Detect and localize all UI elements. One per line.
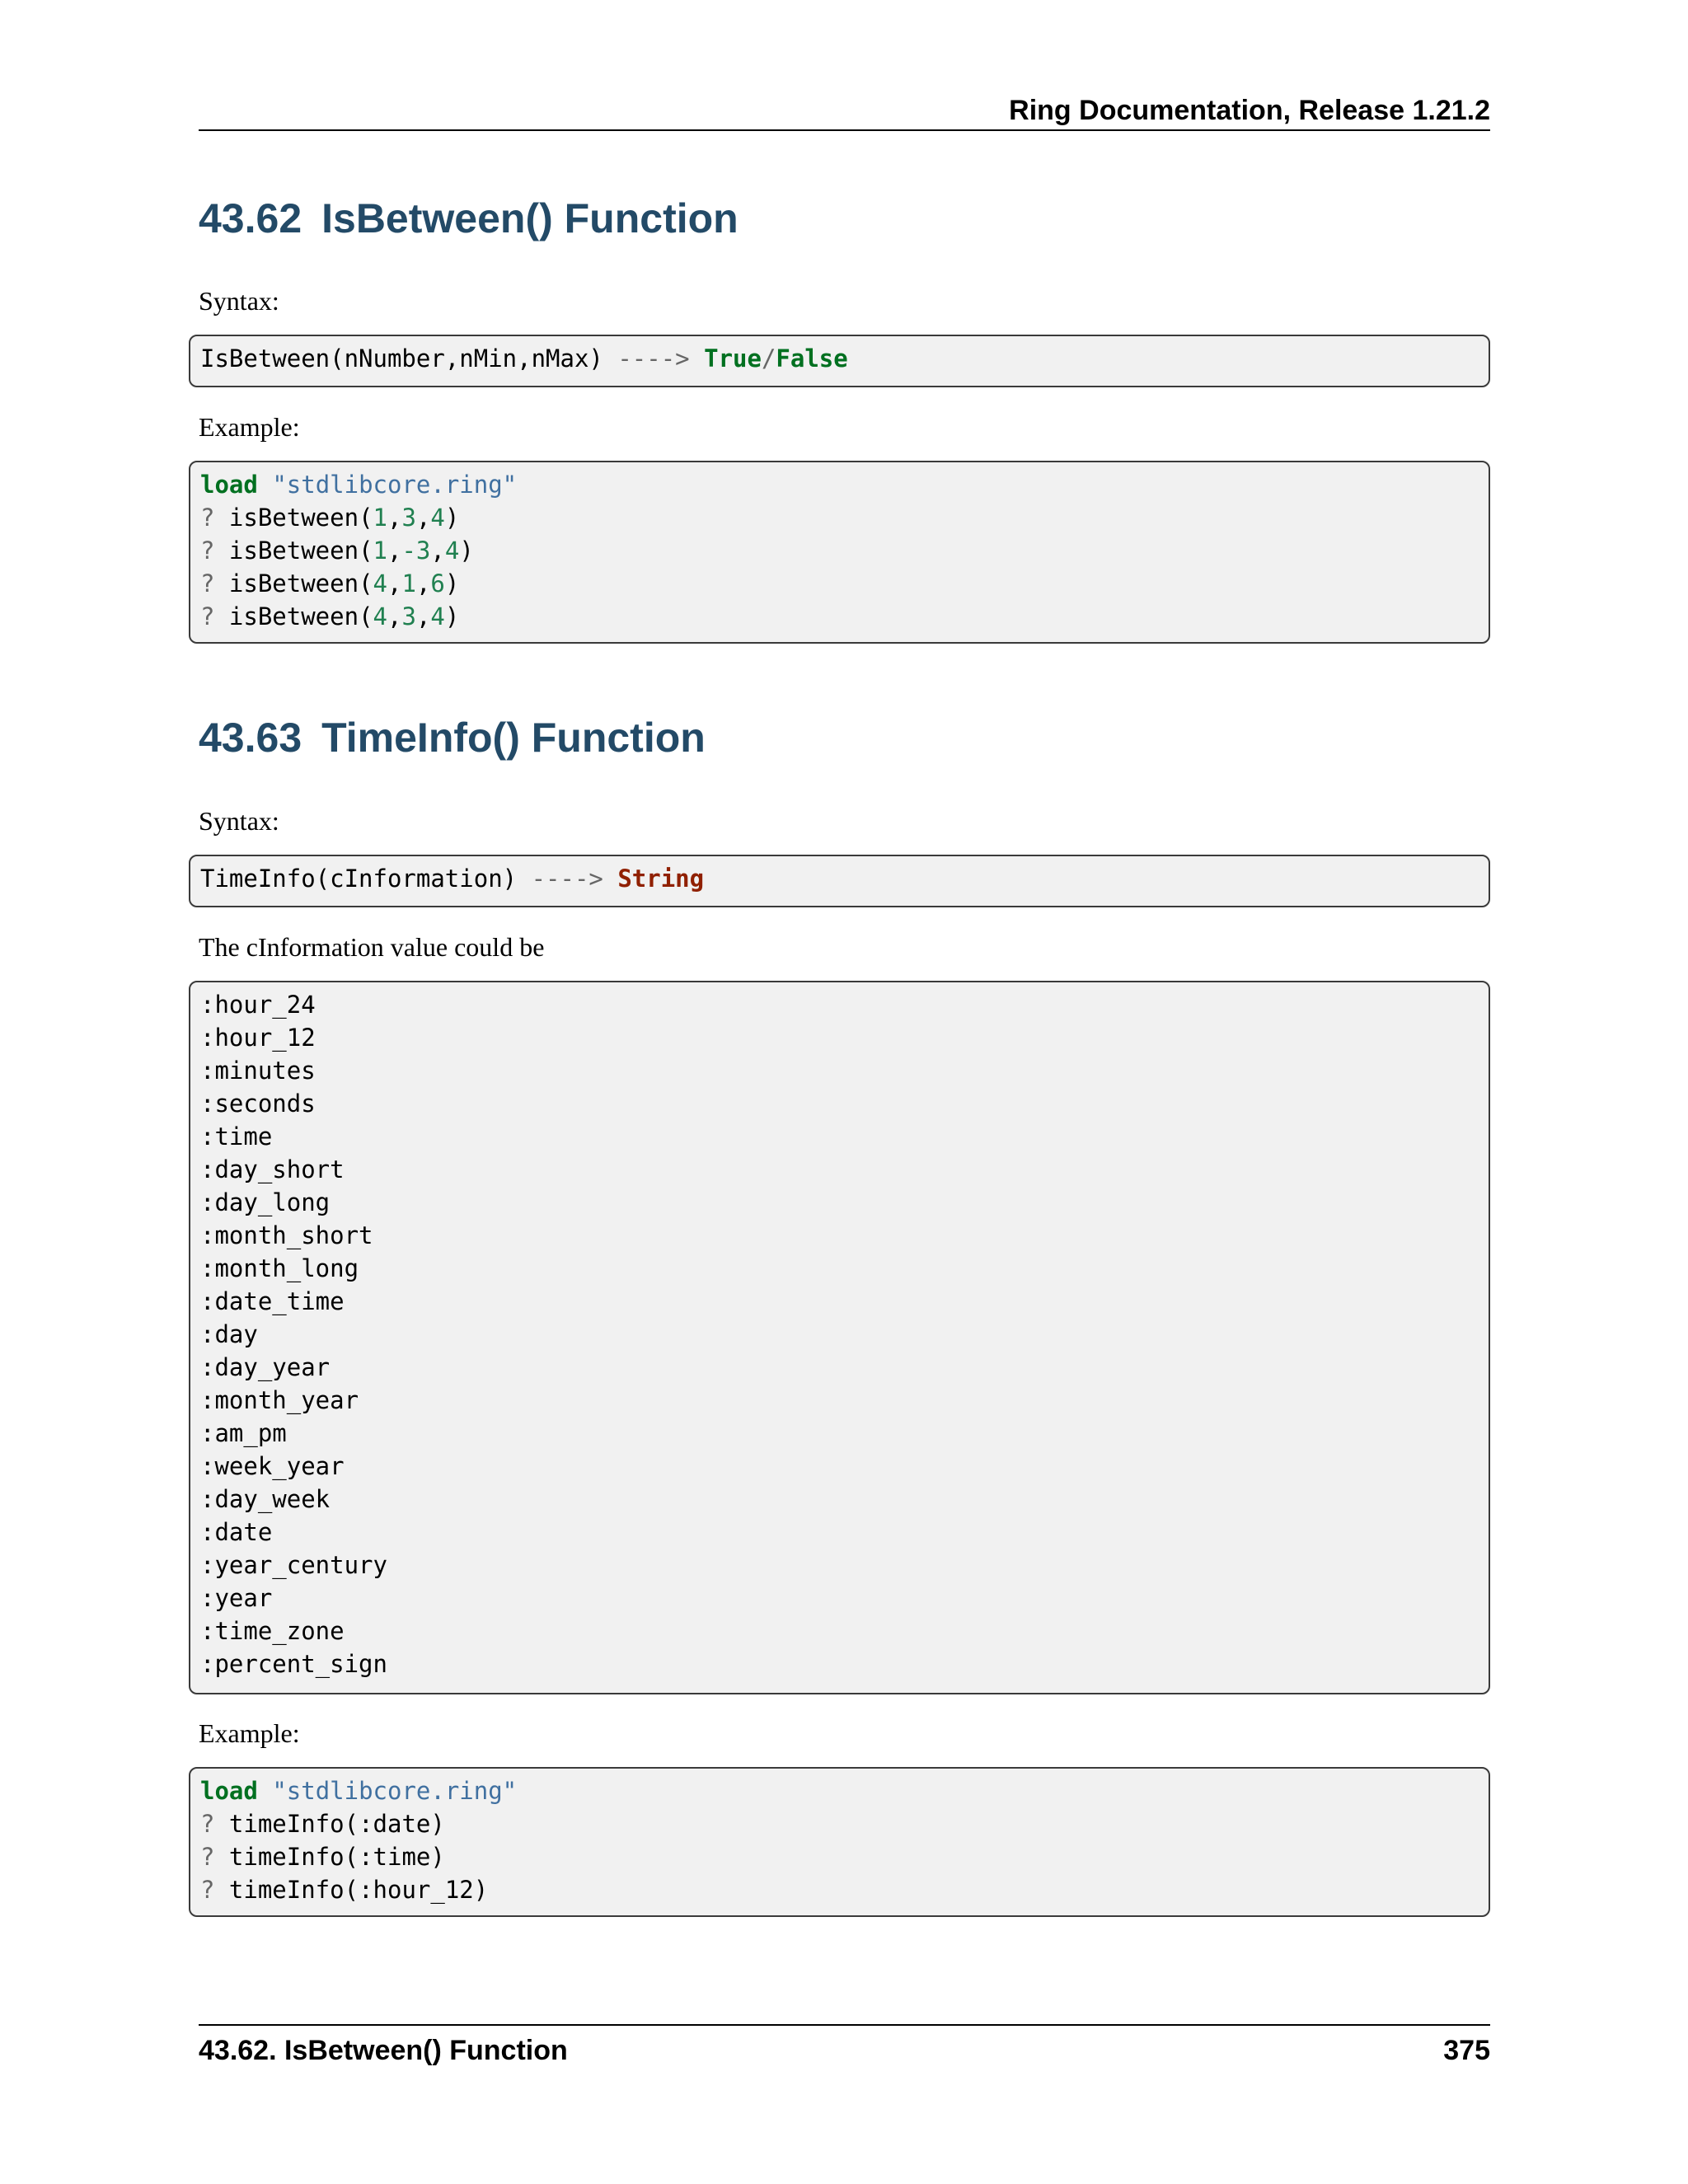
code-line xyxy=(200,342,1479,375)
code-paren: ) xyxy=(444,504,460,532)
code-line xyxy=(200,862,1479,895)
code-call: timeInfo(:date) xyxy=(214,1810,445,1838)
syntax-label: Syntax: xyxy=(199,286,279,316)
value-item: :day xyxy=(200,1320,258,1348)
code-keyword: load xyxy=(200,471,258,499)
code-number: 4 xyxy=(430,504,445,532)
values-intro: The cInformation value could be xyxy=(199,932,545,962)
syntax-code-block xyxy=(189,855,1490,907)
code-paren: ) xyxy=(444,569,460,598)
section-title: TimeInfo() Function xyxy=(321,715,706,761)
section-number: 43.62 xyxy=(199,195,302,241)
code-number: 1 xyxy=(401,569,416,598)
value-item: :day_long xyxy=(200,1188,331,1216)
value-item: :day_week xyxy=(200,1485,331,1513)
code-number: 4 xyxy=(444,537,460,565)
code-operator: ? xyxy=(200,537,215,565)
code-line xyxy=(200,1840,1479,1873)
code-operator: ? xyxy=(200,602,215,630)
example-label: Example: xyxy=(199,1718,300,1748)
code-return-false: False xyxy=(776,344,848,373)
footer-section-title: 43.62. IsBetween() Function xyxy=(199,2035,568,2066)
values-code-block xyxy=(189,981,1490,1694)
value-item: :hour_12 xyxy=(200,1024,316,1052)
code-number: 4 xyxy=(430,602,445,630)
value-item: :year xyxy=(200,1584,273,1612)
code-operator: ? xyxy=(200,504,215,532)
code-line xyxy=(200,534,1479,567)
code-number: 3 xyxy=(401,602,416,630)
code-operator: ? xyxy=(200,569,215,598)
value-item: :day_short xyxy=(200,1155,345,1183)
code-operator: ? xyxy=(200,1876,215,1904)
code-call: isBetween( xyxy=(214,537,373,565)
code-call: timeInfo(:hour_12) xyxy=(214,1876,489,1904)
value-item: :seconds xyxy=(200,1090,316,1118)
code-call: IsBetween(nNumber,nMin,nMax) xyxy=(200,344,603,373)
section-heading-timeinfo xyxy=(199,713,706,762)
code-comma: , xyxy=(415,569,431,598)
code-comma: , xyxy=(387,569,402,598)
code-space xyxy=(603,865,617,893)
value-item: :day_year xyxy=(200,1353,331,1381)
code-number: 1 xyxy=(373,537,387,565)
code-call: TimeInfo(cInformation) xyxy=(200,865,518,893)
code-line xyxy=(200,468,1479,501)
code-number: 4 xyxy=(373,602,387,630)
code-line xyxy=(200,1873,1479,1906)
syntax-label: Syntax: xyxy=(199,806,279,836)
code-call: isBetween( xyxy=(214,569,373,598)
code-paren: ) xyxy=(444,602,460,630)
value-item: :month_long xyxy=(200,1254,359,1282)
page-number: 375 xyxy=(1443,2035,1490,2066)
example-code-block xyxy=(189,1767,1490,1917)
code-number: -3 xyxy=(401,537,431,565)
code-return-true: True xyxy=(704,344,762,373)
code-string: "stdlibcore.ring" xyxy=(272,1777,518,1805)
code-string: "stdlibcore.ring" xyxy=(272,471,518,499)
syntax-code-block xyxy=(189,335,1490,387)
value-item: :time xyxy=(200,1122,273,1151)
value-item: :hour_24 xyxy=(200,991,316,1019)
code-paren: ) xyxy=(459,537,474,565)
code-line xyxy=(200,501,1479,534)
code-line xyxy=(200,600,1479,633)
code-number: 6 xyxy=(430,569,445,598)
value-item: :percent_sign xyxy=(200,1650,387,1678)
value-item: :year_century xyxy=(200,1551,387,1579)
value-item: :minutes xyxy=(200,1057,316,1085)
value-item: :month_year xyxy=(200,1386,359,1414)
value-item: :time_zone xyxy=(200,1617,345,1645)
value-item: :date_time xyxy=(200,1287,345,1315)
code-line xyxy=(200,567,1479,600)
section-heading-isbetween xyxy=(199,194,738,243)
code-comma: , xyxy=(387,602,402,630)
footer-rule xyxy=(199,2024,1490,2026)
header-rule xyxy=(199,129,1490,131)
code-line xyxy=(200,1774,1479,1807)
code-comma: , xyxy=(415,504,431,532)
running-header: Ring Documentation, Release 1.21.2 xyxy=(1009,95,1490,126)
value-item: :week_year xyxy=(200,1452,345,1480)
code-arrow: ----> xyxy=(517,865,603,893)
code-call: isBetween( xyxy=(214,504,373,532)
code-comma: , xyxy=(387,537,402,565)
code-call: isBetween( xyxy=(214,602,373,630)
code-line xyxy=(200,1807,1479,1840)
code-space xyxy=(690,344,704,373)
code-arrow: ----> xyxy=(603,344,690,373)
code-comma: , xyxy=(387,504,402,532)
code-keyword: load xyxy=(200,1777,258,1805)
code-number: 3 xyxy=(401,504,416,532)
code-comma: , xyxy=(415,602,431,630)
code-comma: , xyxy=(430,537,445,565)
code-operator: ? xyxy=(200,1810,215,1838)
value-item: :am_pm xyxy=(200,1419,287,1447)
code-separator: / xyxy=(761,344,776,373)
value-item: :month_short xyxy=(200,1221,373,1249)
code-number: 4 xyxy=(373,569,387,598)
code-call: timeInfo(:time) xyxy=(214,1843,445,1871)
code-operator: ? xyxy=(200,1843,215,1871)
value-item: :date xyxy=(200,1518,273,1546)
section-number: 43.63 xyxy=(199,715,302,761)
code-number: 1 xyxy=(373,504,387,532)
example-label: Example: xyxy=(199,412,300,442)
section-title: IsBetween() Function xyxy=(321,195,738,241)
example-code-block xyxy=(189,461,1490,644)
code-return-type: String xyxy=(617,865,705,893)
